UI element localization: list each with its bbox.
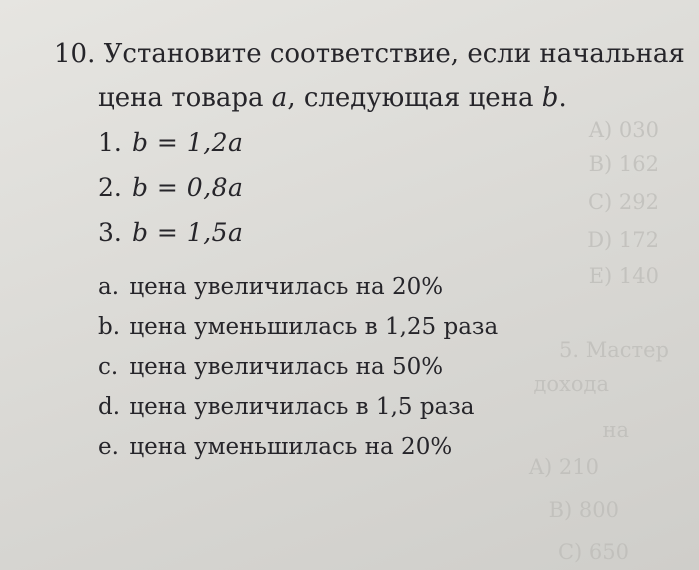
answer-item [98,267,674,307]
formula-expression: b = 0,8a [131,173,244,202]
bleed-through-text: D) 172 [587,228,659,252]
bleed-through-text: дохода [533,372,609,396]
answer-text: цена увеличилась на 50% [129,354,444,380]
answer-letter: d. [98,394,121,420]
answer-text: цена уменьшилась на 20% [129,434,453,460]
bleed-through-text: A) 030 [588,118,659,142]
variable-b: b [541,83,559,113]
formula-expression: b = 1,5a [131,218,244,247]
formula-number: 3. [98,218,122,247]
bleed-through-text: A) 210 [528,455,599,479]
question-line-1 [54,32,685,76]
formula-item [98,167,674,212]
answer-item [98,347,674,387]
bleed-through-text: на [602,418,629,442]
formula-expression: b = 1,2a [131,128,244,157]
answer-letter: b. [98,314,121,340]
matching-problem [54,32,685,467]
bleed-through-text: B) 800 [548,498,619,522]
formula-item [98,122,674,167]
answer-letter: c. [98,354,119,380]
answer-list [54,267,674,467]
answer-text: цена уменьшилась в 1,25 раза [129,314,499,340]
answer-item [98,387,674,427]
question-line-2 [54,76,674,120]
bleed-through-text: 5. Мастер [559,338,669,362]
bleed-through-text: B) 162 [588,152,659,176]
question-number: 10. [54,39,96,69]
question-text: Установите соответствие, если начальная [103,39,685,69]
question-text-prefix: цена товара [98,83,264,113]
question-text-suffix: . [558,83,567,113]
answer-text: цена увеличилась на 20% [129,274,444,300]
answer-letter: a. [98,274,120,300]
answer-item [98,427,674,467]
bleed-through-text: E) 140 [588,264,659,288]
question-text-middle: , следующая цена [287,83,534,113]
answer-item [98,307,674,347]
formula-item [98,212,674,257]
answer-text: цена увеличилась в 1,5 раза [129,394,475,420]
formula-number: 2. [98,173,122,202]
formula-list [54,122,674,257]
bleed-through-text: C) 650 [557,540,629,564]
answer-letter: e. [98,434,119,460]
formula-number: 1. [98,128,122,157]
bleed-through-text: C) 292 [587,190,659,214]
variable-a: a [271,83,288,113]
